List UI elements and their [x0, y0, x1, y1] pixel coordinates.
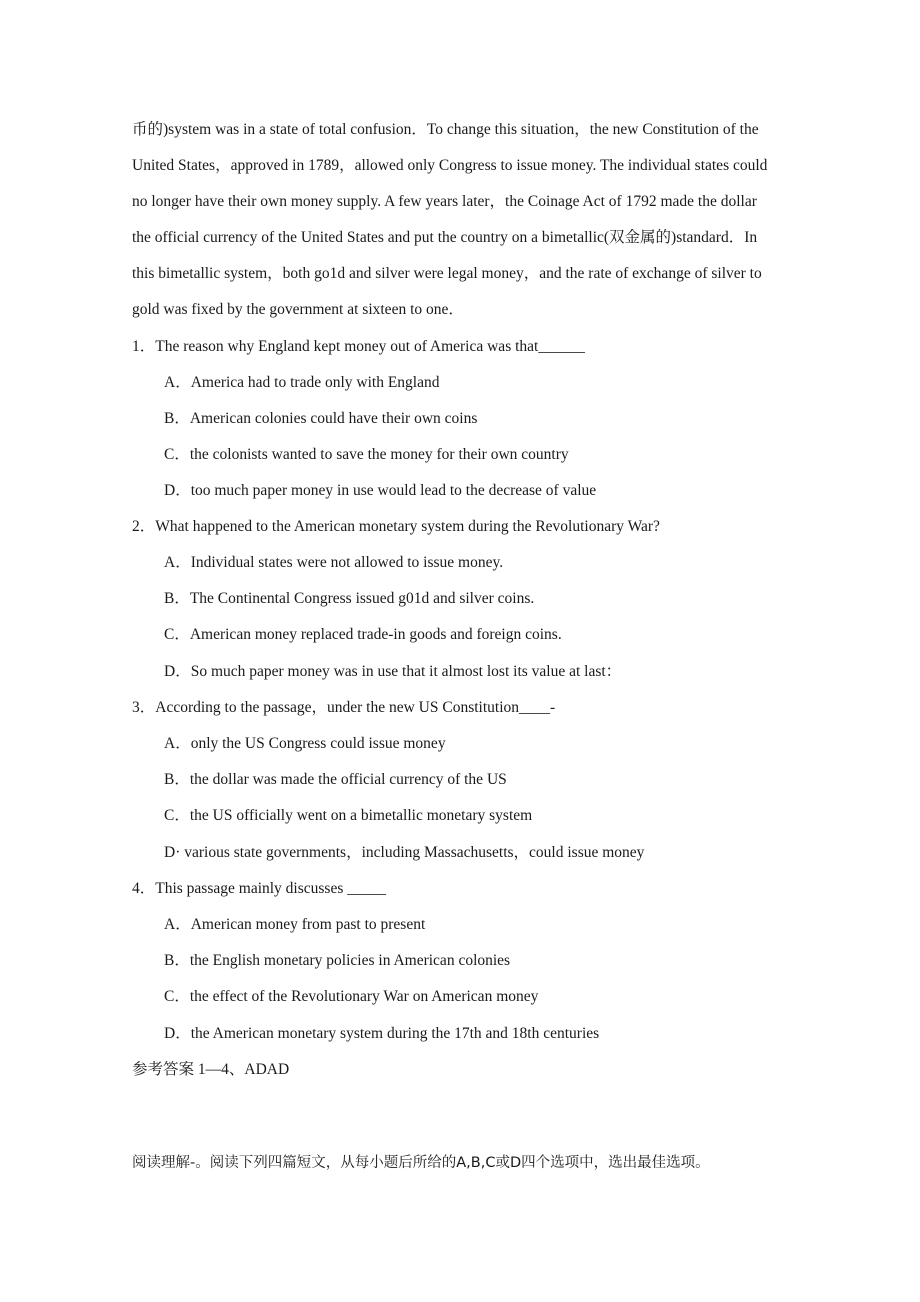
passage-line: this bimetallic system，both go1d and silver were legal money，and the rate of exchange of silver to [132, 265, 762, 282]
answer-option: B．the dollar was made the official currency of the US [164, 771, 507, 788]
answer-option: A．Individual states were not allowed to issue money. [164, 554, 504, 571]
passage-line: no longer have their own money supply. A few years later，the Coinage Act of 1792 made the dollar [132, 193, 757, 210]
answer-option: C．the colonists wanted to save the money for their own country [164, 446, 569, 463]
answer-option: B．American colonies could have their own coins [164, 410, 478, 427]
answer-option: B．The Continental Congress issued g01d and silver coins. [164, 590, 535, 607]
question-stem: 1．The reason why England kept money out of America was that______ [132, 338, 585, 355]
answer-option: D．too much paper money in use would lead to the decrease of value [164, 482, 597, 499]
answer-option: C．the effect of the Revolutionary War on American money [164, 988, 539, 1005]
answer-option: A．only the US Congress could issue money [164, 735, 446, 752]
passage-line: gold was fixed by the government at sixteen to one． [132, 301, 464, 318]
answer-option: B．the English monetary policies in American colonies [164, 952, 511, 969]
question-stem: 4．This passage mainly discusses _____ [132, 880, 387, 897]
question-stem: 2．What happened to the American monetary system during the Revolutionary War? [132, 518, 660, 535]
passage-line: United States，approved in 1789，allowed only Congress to issue money. The individual states could [132, 157, 768, 174]
answer-option: D．the American monetary system during the 17th and 18th centuries [164, 1025, 600, 1042]
passage-line: 币的)system was in a state of total confusion．To change this situation，the new Constitution of the [132, 121, 759, 138]
answer-option: D．So much paper money was in use that it almost lost its value at last： [164, 663, 622, 680]
answer-option: C．the US officially went on a bimetallic monetary system [164, 807, 533, 824]
answer-option: D· various state governments，including Massachusetts，could issue money [164, 844, 645, 861]
answer-option: A．American money from past to present [164, 916, 426, 933]
answer-key: 参考答案 1—4、ADAD [132, 1061, 290, 1078]
answer-option: A．America had to trade only with England [164, 374, 440, 391]
passage-line: the official currency of the United States and put the country on a bimetallic(双金属的)standard．In [132, 229, 758, 246]
question-stem: 3．According to the passage，under the new US Constitution____- [132, 699, 556, 716]
section-heading: 阅读理解-。阅读下列四篇短文，从每小题后所给的A,B,C或D四个选项中，选出最佳选项。 [132, 1155, 710, 1171]
answer-option: C．American money replaced trade-in goods and foreign coins. [164, 626, 562, 643]
